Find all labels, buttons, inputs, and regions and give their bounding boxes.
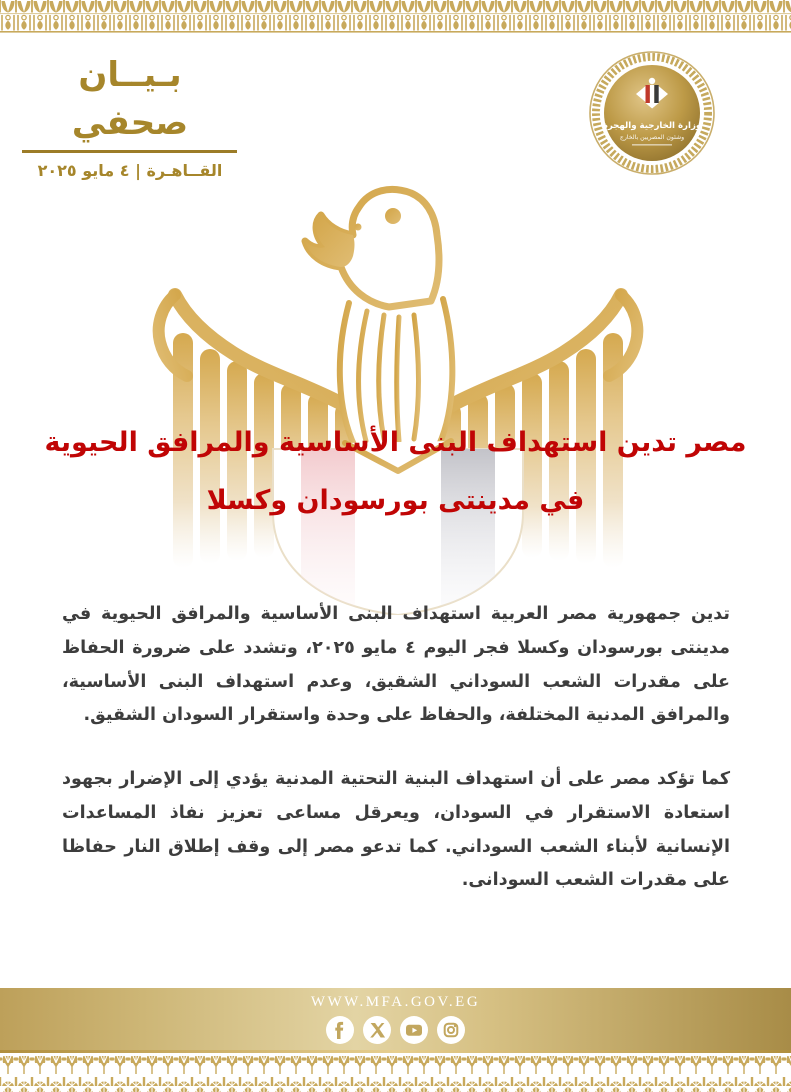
statement-title xyxy=(0,414,791,530)
youtube-icon[interactable] xyxy=(399,1015,429,1045)
header-divider xyxy=(22,150,237,153)
seal-ministry-subtitle: وشئون المصريين بالخارج xyxy=(619,134,685,141)
statement-paragraph-2: كما تؤكد مصر على أن استهداف البنية التحتية المدنية يؤدي إلى الإضرار بجهود استعادة الاستقرار في السودان، ويعرقل مساعى تعزيز نفاذ المساعدات الإنسانية لأبناء الشعب السوداني. كما تدعو مصر إلى وقف إطلاق النار حفاظا على مقدرات الشعب السودانى. xyxy=(62,769,730,891)
statement-paragraph-1: تدين جمهورية مصر العربية استهداف البنى الأساسية والمرافق الحيوية في مدينتى بورسودان وكسلا فجر اليوم ٤ مايو ٢٠٢٥، وتشدد على ضرورة الحفاظ على مقدرات الشعب السوداني الشقيق، وعدم استهداف البنى الأساسية، والمرافق المدنية المختلفة، والحفاظ على وحدة واستقرار السودان الشقيق. xyxy=(62,604,730,726)
statement-title-line2: في مدينتى بورسودان وكسلا xyxy=(206,485,585,517)
statement-body xyxy=(62,598,730,928)
top-ornamental-border xyxy=(0,0,791,33)
website-link[interactable]: WWW.MFA.GOV.EG xyxy=(310,993,481,1010)
statement-title-line1: مصر تدين استهداف البنى الأساسية والمرافق الحيوية xyxy=(44,427,747,458)
facebook-icon[interactable] xyxy=(325,1015,355,1045)
dateline: القــاهـرة | ٤ مايو ٢٠٢٥ xyxy=(37,161,223,181)
header-block xyxy=(22,52,238,180)
eagle-eye xyxy=(385,208,401,224)
eagle-head xyxy=(305,189,439,307)
instagram-icon[interactable] xyxy=(436,1015,466,1045)
bottom-ornamental-border xyxy=(0,1050,791,1092)
eagle-watermark xyxy=(143,183,653,615)
ministry-seal xyxy=(588,50,716,176)
x-icon[interactable] xyxy=(362,1015,392,1045)
footer-bar xyxy=(0,988,791,1050)
social-icons-row xyxy=(325,1015,466,1045)
press-statement-title: بـيــان صحفي xyxy=(71,55,189,143)
seal-ministry-name: وزارة الخارجية والهجرة xyxy=(602,121,702,131)
